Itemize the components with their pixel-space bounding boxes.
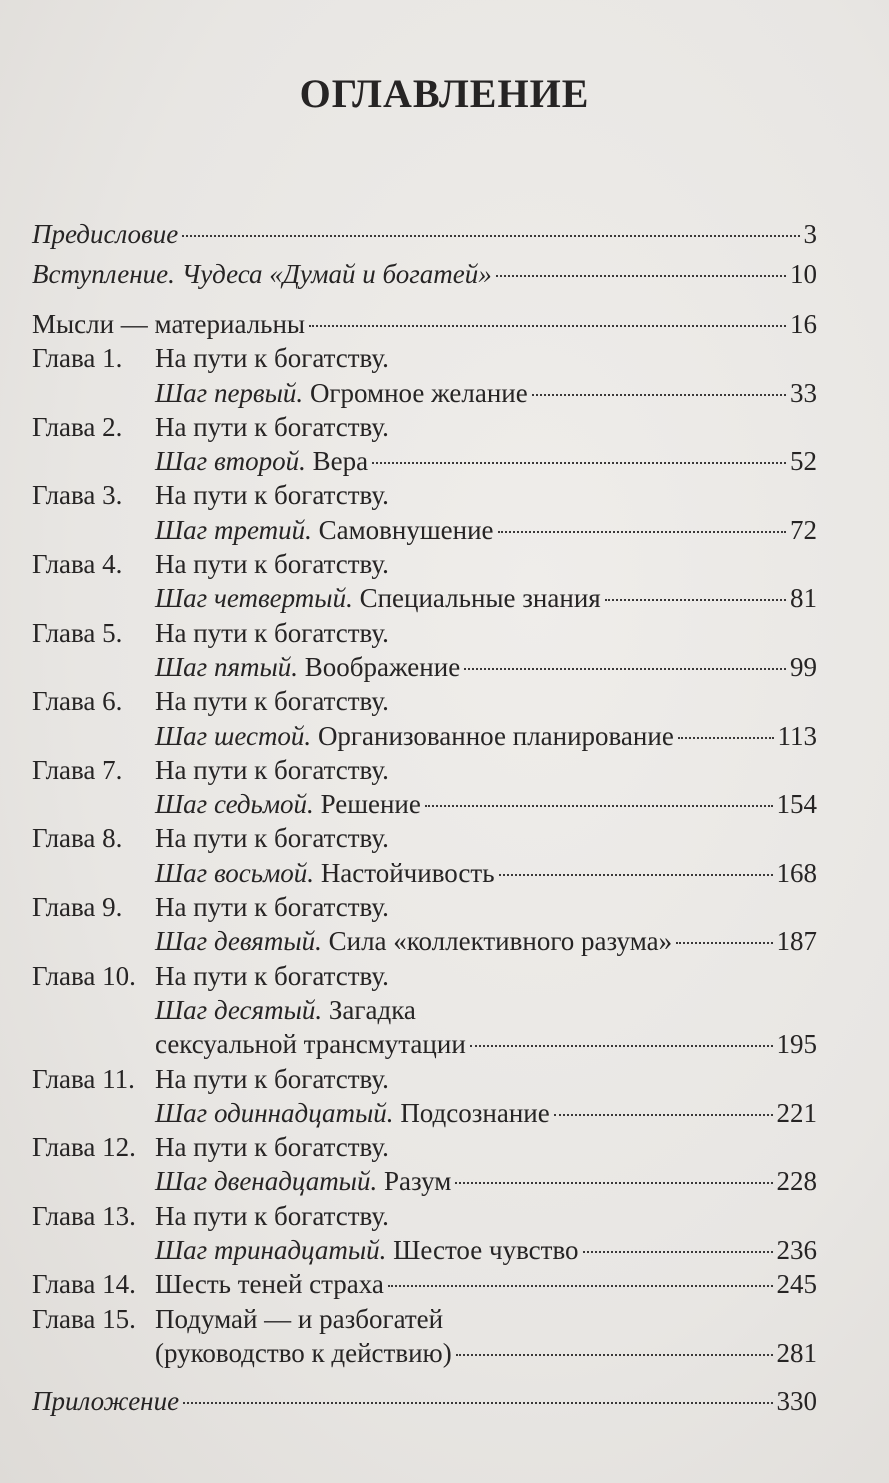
- entry-title: [155, 721, 674, 752]
- entry-title-italic: Приложение: [32, 1386, 180, 1417]
- page-number: 195: [776, 1029, 817, 1060]
- entry-title: [32, 259, 492, 290]
- entry-title-italic: Вступление. Чудеса «Думай и богатей»: [32, 259, 492, 289]
- page-number: 3: [803, 219, 817, 249]
- page-number: 81: [790, 583, 817, 614]
- dot-leader: [425, 805, 773, 807]
- entry-title: [32, 309, 305, 340]
- entry-title-text: Шесть теней страха: [155, 1269, 384, 1300]
- dot-leader: [499, 874, 773, 876]
- dot-leader: [498, 531, 786, 533]
- toc-entry: [32, 686, 817, 720]
- page-number: 228: [776, 1166, 817, 1197]
- entry-title-text: На пути к богатству.: [155, 617, 389, 648]
- page-number: 281: [776, 1337, 817, 1368]
- entry-title-text: Настойчивость: [314, 857, 495, 888]
- entry-title-italic: Шаг восьмой.: [155, 857, 315, 888]
- entry-title-text: На пути к богатству.: [155, 960, 389, 991]
- toc-entry: [32, 652, 817, 686]
- toc-entry: [32, 755, 817, 789]
- toc-entry: [32, 823, 817, 857]
- entry-title-italic: Шаг первый.: [155, 377, 304, 408]
- entry-title: [155, 1235, 579, 1266]
- entry-title: [155, 995, 416, 1026]
- entry-title-italic: Шаг четвертый.: [155, 583, 353, 614]
- entry-title-text: На пути к богатству.: [155, 1200, 389, 1231]
- entry-title-text: Шестое чувство: [386, 1235, 579, 1266]
- entry-title-text: Сила «коллективного разума»: [321, 926, 673, 957]
- toc-entry: [32, 378, 817, 412]
- entry-title: [155, 1064, 389, 1095]
- table-of-contents: [32, 219, 817, 1421]
- chapter-number: Глава 15.: [32, 1303, 136, 1334]
- entry-title-text: На пути к богатству.: [155, 823, 389, 854]
- entry-title-italic: Шаг девятый.: [155, 926, 322, 957]
- entry-title-text: (руководство к действию): [155, 1337, 452, 1368]
- chapter-number: Глава 8.: [32, 823, 123, 854]
- dot-leader: [182, 235, 799, 237]
- page-number: 221: [776, 1097, 817, 1128]
- entry-title-italic: Предисловие: [32, 219, 179, 249]
- entry-title: [155, 858, 495, 889]
- chapter-number: Глава 12.: [32, 1132, 136, 1163]
- toc-entry: [32, 1386, 817, 1420]
- toc-entry: [32, 309, 817, 343]
- entry-title-italic: Шаг двенадцатый.: [155, 1166, 378, 1197]
- entry-title-italic: Шаг второй.: [155, 446, 306, 477]
- toc-entry: [32, 219, 817, 259]
- toc-entry: [32, 1269, 817, 1303]
- toc-entry: [32, 995, 817, 1029]
- entry-title: [155, 446, 368, 477]
- entry-title: [155, 961, 389, 992]
- page-number: 245: [776, 1269, 817, 1300]
- toc-entry: [32, 480, 817, 514]
- dot-leader: [183, 1402, 772, 1404]
- chapter-number: Глава 1.: [32, 343, 123, 374]
- entry-title-text: Загадка: [322, 994, 416, 1025]
- entry-title: [155, 926, 672, 957]
- page-number: 168: [776, 857, 817, 888]
- entry-title-text: На пути к богатству.: [155, 343, 389, 374]
- toc-entry: [32, 1235, 817, 1269]
- entry-title: [155, 1201, 389, 1232]
- chapter-number: Глава 6.: [32, 686, 123, 717]
- page-number: 52: [790, 446, 817, 477]
- toc-entry: [32, 446, 817, 480]
- entry-title: [155, 755, 389, 786]
- toc-entry: [32, 721, 817, 755]
- toc-entry: [32, 618, 817, 652]
- entry-title-italic: Шаг десятый.: [155, 994, 323, 1025]
- chapter-number: Глава 11.: [32, 1063, 135, 1094]
- entry-title: [155, 652, 460, 683]
- entry-title: [32, 1386, 179, 1417]
- chapter-number: Глава 13.: [32, 1200, 136, 1231]
- chapter-number: Глава 9.: [32, 892, 123, 923]
- toc-entry: [32, 1029, 817, 1063]
- entry-title-text: сексуальной трансмутации: [155, 1029, 466, 1060]
- entry-title: [155, 686, 389, 717]
- toc-entry: [32, 858, 817, 892]
- dot-leader: [464, 668, 786, 670]
- entry-title-text: Мысли — материальны: [32, 309, 306, 339]
- dot-leader: [676, 942, 772, 944]
- entry-title-text: На пути к богатству.: [155, 754, 389, 785]
- chapter-number: Глава 10.: [32, 960, 136, 991]
- dot-leader: [372, 462, 786, 464]
- toc-entry: [32, 1166, 817, 1200]
- entry-title-italic: Шаг третий.: [155, 514, 312, 545]
- entry-title-text: На пути к богатству.: [155, 1132, 389, 1163]
- entry-title-text: Решение: [313, 789, 421, 820]
- dot-leader: [470, 1045, 773, 1047]
- page-number: 99: [790, 651, 817, 682]
- entry-title: [155, 1166, 451, 1197]
- entry-title-italic: Шаг пятый.: [155, 651, 299, 682]
- entry-title-text: На пути к богатству.: [155, 480, 389, 511]
- page-number: 154: [776, 789, 817, 820]
- entry-title-text: На пути к богатству.: [155, 411, 389, 442]
- entry-title-text: Самовнушение: [311, 514, 494, 545]
- page-number: 16: [790, 309, 817, 339]
- page-number: 236: [776, 1235, 817, 1266]
- entry-title-text: Огромное желание: [303, 377, 528, 408]
- entry-title-italic: Шаг шестой.: [155, 720, 312, 751]
- entry-title: [155, 549, 389, 580]
- page-number: 10: [790, 259, 817, 289]
- entry-title-text: На пути к богатству.: [155, 1063, 389, 1094]
- chapter-number: Глава 3.: [32, 480, 123, 511]
- toc-entry: [32, 1201, 817, 1235]
- toc-entry: [32, 549, 817, 583]
- chapter-number: Глава 14.: [32, 1269, 136, 1300]
- entry-title-text: Организованное планирование: [311, 720, 674, 751]
- entry-title: [155, 1269, 384, 1300]
- toc-entry: [32, 343, 817, 377]
- dot-leader: [309, 325, 786, 327]
- dot-leader: [388, 1285, 773, 1287]
- entry-title: [155, 480, 389, 511]
- dot-leader: [532, 394, 786, 396]
- entry-title-italic: Шаг седьмой.: [155, 789, 314, 820]
- entry-title-text: Воображение: [298, 651, 461, 682]
- toc-entry: [32, 412, 817, 446]
- chapter-number: Глава 7.: [32, 754, 123, 785]
- toc-entry: [32, 1132, 817, 1166]
- toc-entry: [32, 1304, 817, 1338]
- toc-entry: [32, 583, 817, 617]
- dot-leader: [583, 1251, 773, 1253]
- page-number: 33: [790, 377, 817, 408]
- dot-leader: [678, 737, 774, 739]
- toc-entry: [32, 926, 817, 960]
- entry-title: [155, 378, 528, 409]
- entry-title: [155, 789, 421, 820]
- dot-leader: [554, 1114, 773, 1116]
- page-number: 330: [776, 1386, 817, 1417]
- page-title: ОГЛАВЛЕНИЕ: [299, 71, 590, 116]
- chapter-number: Глава 2.: [32, 411, 123, 442]
- toc-entry: [32, 1064, 817, 1098]
- page-number: 113: [777, 720, 817, 751]
- toc-entry: [32, 892, 817, 926]
- dot-leader: [496, 275, 786, 277]
- entry-title-italic: Шаг одиннадцатый.: [155, 1097, 394, 1128]
- toc-entry: [32, 789, 817, 823]
- entry-title-text: Подсознание: [393, 1097, 550, 1128]
- entry-title: [155, 1132, 389, 1163]
- entry-title: [155, 1098, 550, 1129]
- chapter-number: Глава 5.: [32, 617, 123, 648]
- entry-title: [155, 823, 389, 854]
- entry-title-text: Подумай — и разбогатей: [155, 1303, 444, 1334]
- entry-title: [155, 412, 389, 443]
- toc-entry: [32, 259, 817, 299]
- entry-title: [155, 1338, 452, 1369]
- entry-title: [155, 1029, 466, 1060]
- entry-title-text: Разум: [377, 1166, 452, 1197]
- dot-leader: [456, 1354, 773, 1356]
- toc-entry: [32, 961, 817, 995]
- dot-leader: [455, 1182, 772, 1184]
- entry-title: [32, 219, 178, 250]
- chapter-number: Глава 4.: [32, 549, 123, 580]
- entry-title-text: На пути к богатству.: [155, 549, 389, 580]
- entry-title-text: На пути к богатству.: [155, 686, 389, 717]
- toc-entry: [32, 1338, 817, 1372]
- entry-title: [155, 892, 389, 923]
- page-number: 72: [790, 514, 817, 545]
- page-number: 187: [776, 926, 817, 957]
- entry-title: [155, 1304, 443, 1335]
- dot-leader: [605, 599, 786, 601]
- entry-title: [155, 583, 601, 614]
- entry-title: [155, 515, 494, 546]
- toc-entry: [32, 515, 817, 549]
- entry-title-italic: Шаг тринадцатый.: [155, 1235, 387, 1266]
- entry-title-text: На пути к богатству.: [155, 892, 389, 923]
- entry-title-text: Специальные знания: [352, 583, 601, 614]
- entry-title: [155, 343, 389, 374]
- entry-title: [155, 618, 389, 649]
- entry-title-text: Вера: [305, 446, 369, 477]
- toc-entry: [32, 1098, 817, 1132]
